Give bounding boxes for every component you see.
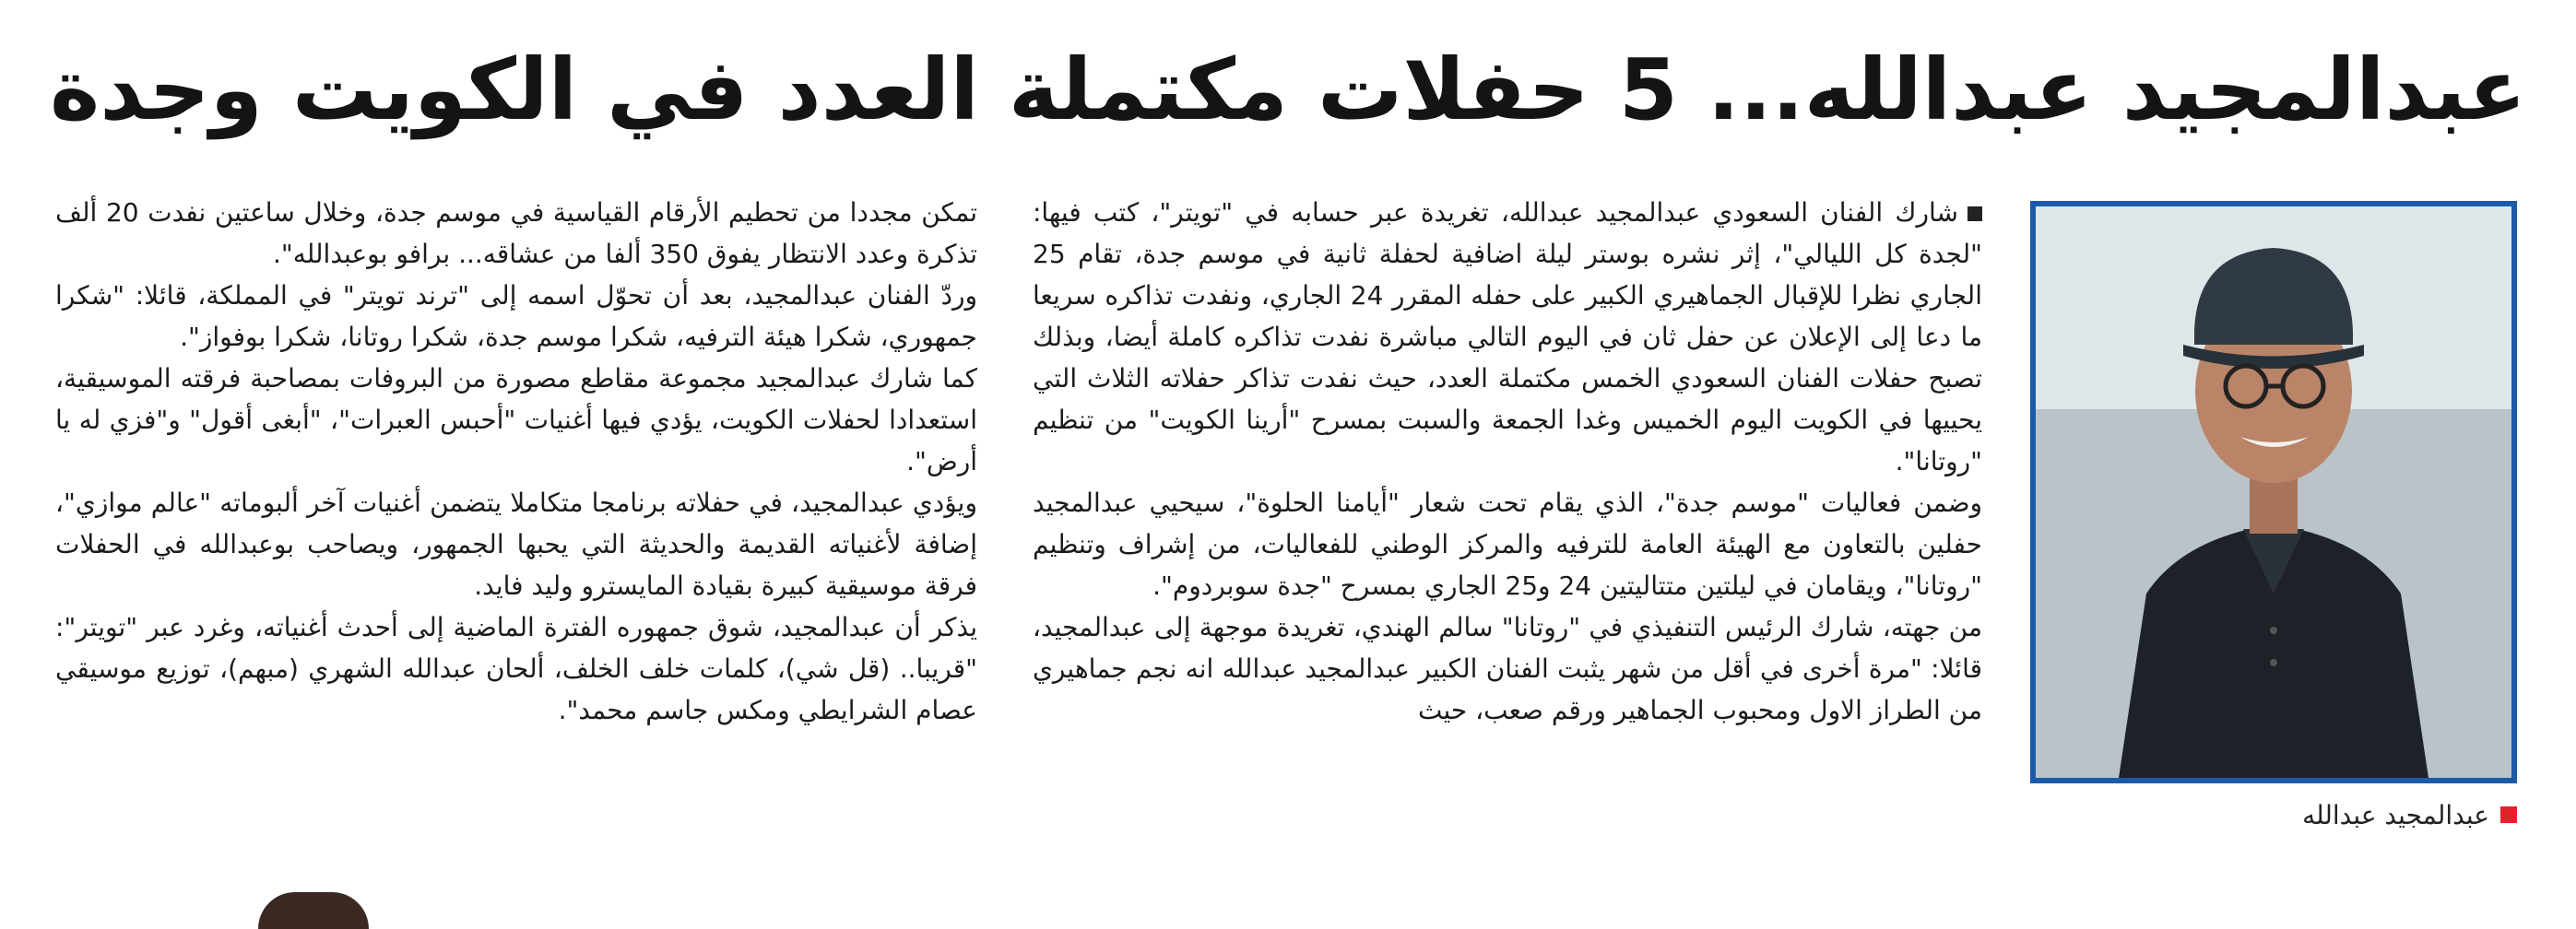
paragraph: كما شارك عبدالمجيد مجموعة مقاطع مصورة من البروفات بمصاحبة فرقته الموسيقية، استعدادا لحفلات الكويت، يؤدي فيها أغنيات "أحبس العبرات"، "أبغى أقول" و"فزي له يا أرض". [55,363,977,476]
paragraph-text: شارك الفنان السعودي عبدالمجيد عبدالله، تغريدة عبر حسابه في "تويتر"، كتب فيها: "لجدة كل الليالي"، إثر نشره بوستر ليلة اضافية لحفلة ثانية في موسم جدة، تقام 25 الجاري نظرا للإقبال الجماهيري الكبير على حفله المقرر 24 الجاري، ونفدت تذاكره سريعا ما دعا إلى الإعلان عن حفل ثان في اليوم التالي مباشرة نفدت تذاكره كاملة أيضا، وبذلك تصبح حفلات الفنان السعودي الخمس مكتملة العدد، حيث نفدت تذاكر حفلاته الثلاث التي يحييها في الكويت اليوم الخميس وغدا الجمعة والسبت بمسرح "أرينا الكويت" من تنظيم "روتانا". [1033,197,1982,476]
caption-text: عبدالمجيد عبدالله [2302,799,2489,830]
paragraph: وضمن فعاليات "موسم جدة"، الذي يقام تحت شعار "أيامنا الحلوة"، سيحيي عبدالمجيد حفلين بالتعاون مع الهيئة العامة للترفيه والمركز الوطني للفعاليات، من إشراف وتنظيم "روتانا"، ويقامان في ليلتين متتاليتين 24 و25 الجاري بمسرح "جدة سوبردوم". [1033,488,1982,601]
paragraph: وردّ الفنان عبدالمجيد، بعد أن تحوّل اسمه إلى "ترند تويتر" في المملكة، قائلا: "شكرا جمهوري، شكرا هيئة الترفيه، شكرا موسم جدة، شكرا روتانا، شكرا بوفواز". [55,280,977,352]
caption-marker-icon [2500,806,2517,823]
next-article-image-fragment [258,892,369,929]
headline: عبدالمجيد عبدالله... 5 حفلات مكتملة العدد في الكويت وجدة [49,41,2527,139]
paragraph: ويؤدي عبدالمجيد، في حفلاته برنامجا متكاملا يتضمن أغنيات آخر ألبوماته "عالم موازي"، إضافة لأغنياته القديمة والحديثة التي يحبها الجمهور، ويصاحب بوعبدالله في الحفلات فرقة موسيقية كبيرة بقيادة المايسترو وليد فايد. [55,488,977,601]
article-column-2 [55,192,977,837]
paragraph [1033,192,1982,482]
article-column-1 [1033,192,1982,837]
article-photo [2030,201,2517,783]
paragraph: يذكر أن عبدالمجيد، شوق جمهوره الفترة الماضية إلى أحدث أغنياته، وغرد عبر "تويتر": "قريبا.. (قل شي)، كلمات خلف الخلف، ألحان عبدالله الشهري (مبهم)، توزيع موسيقي عصام الشرايطي ومكس جاسم محمد". [55,612,977,725]
portrait-illustration [2036,206,2511,778]
lead-square-icon [1967,206,1982,221]
paragraph: من جهته، شارك الرئيس التنفيذي في "روتانا" سالم الهندي، تغريدة موجهة إلى عبدالمجيد، قائلا: "مرة أخرى في أقل من شهر يثبت الفنان الكبير عبدالمجيد عبدالله انه نجم جماهيري من الطراز الاول ومحبوب الجماهير ورقم صعب، حيث [1033,612,1982,725]
photo-caption [2030,794,2517,835]
paragraph: تمكن مجددا من تحطيم الأرقام القياسية في موسم جدة، وخلال ساعتين نفدت 20 ألف تذكرة وعدد الانتظار يفوق 350 ألفا من عشاقه... برافو بوعبدالله". [55,197,977,269]
